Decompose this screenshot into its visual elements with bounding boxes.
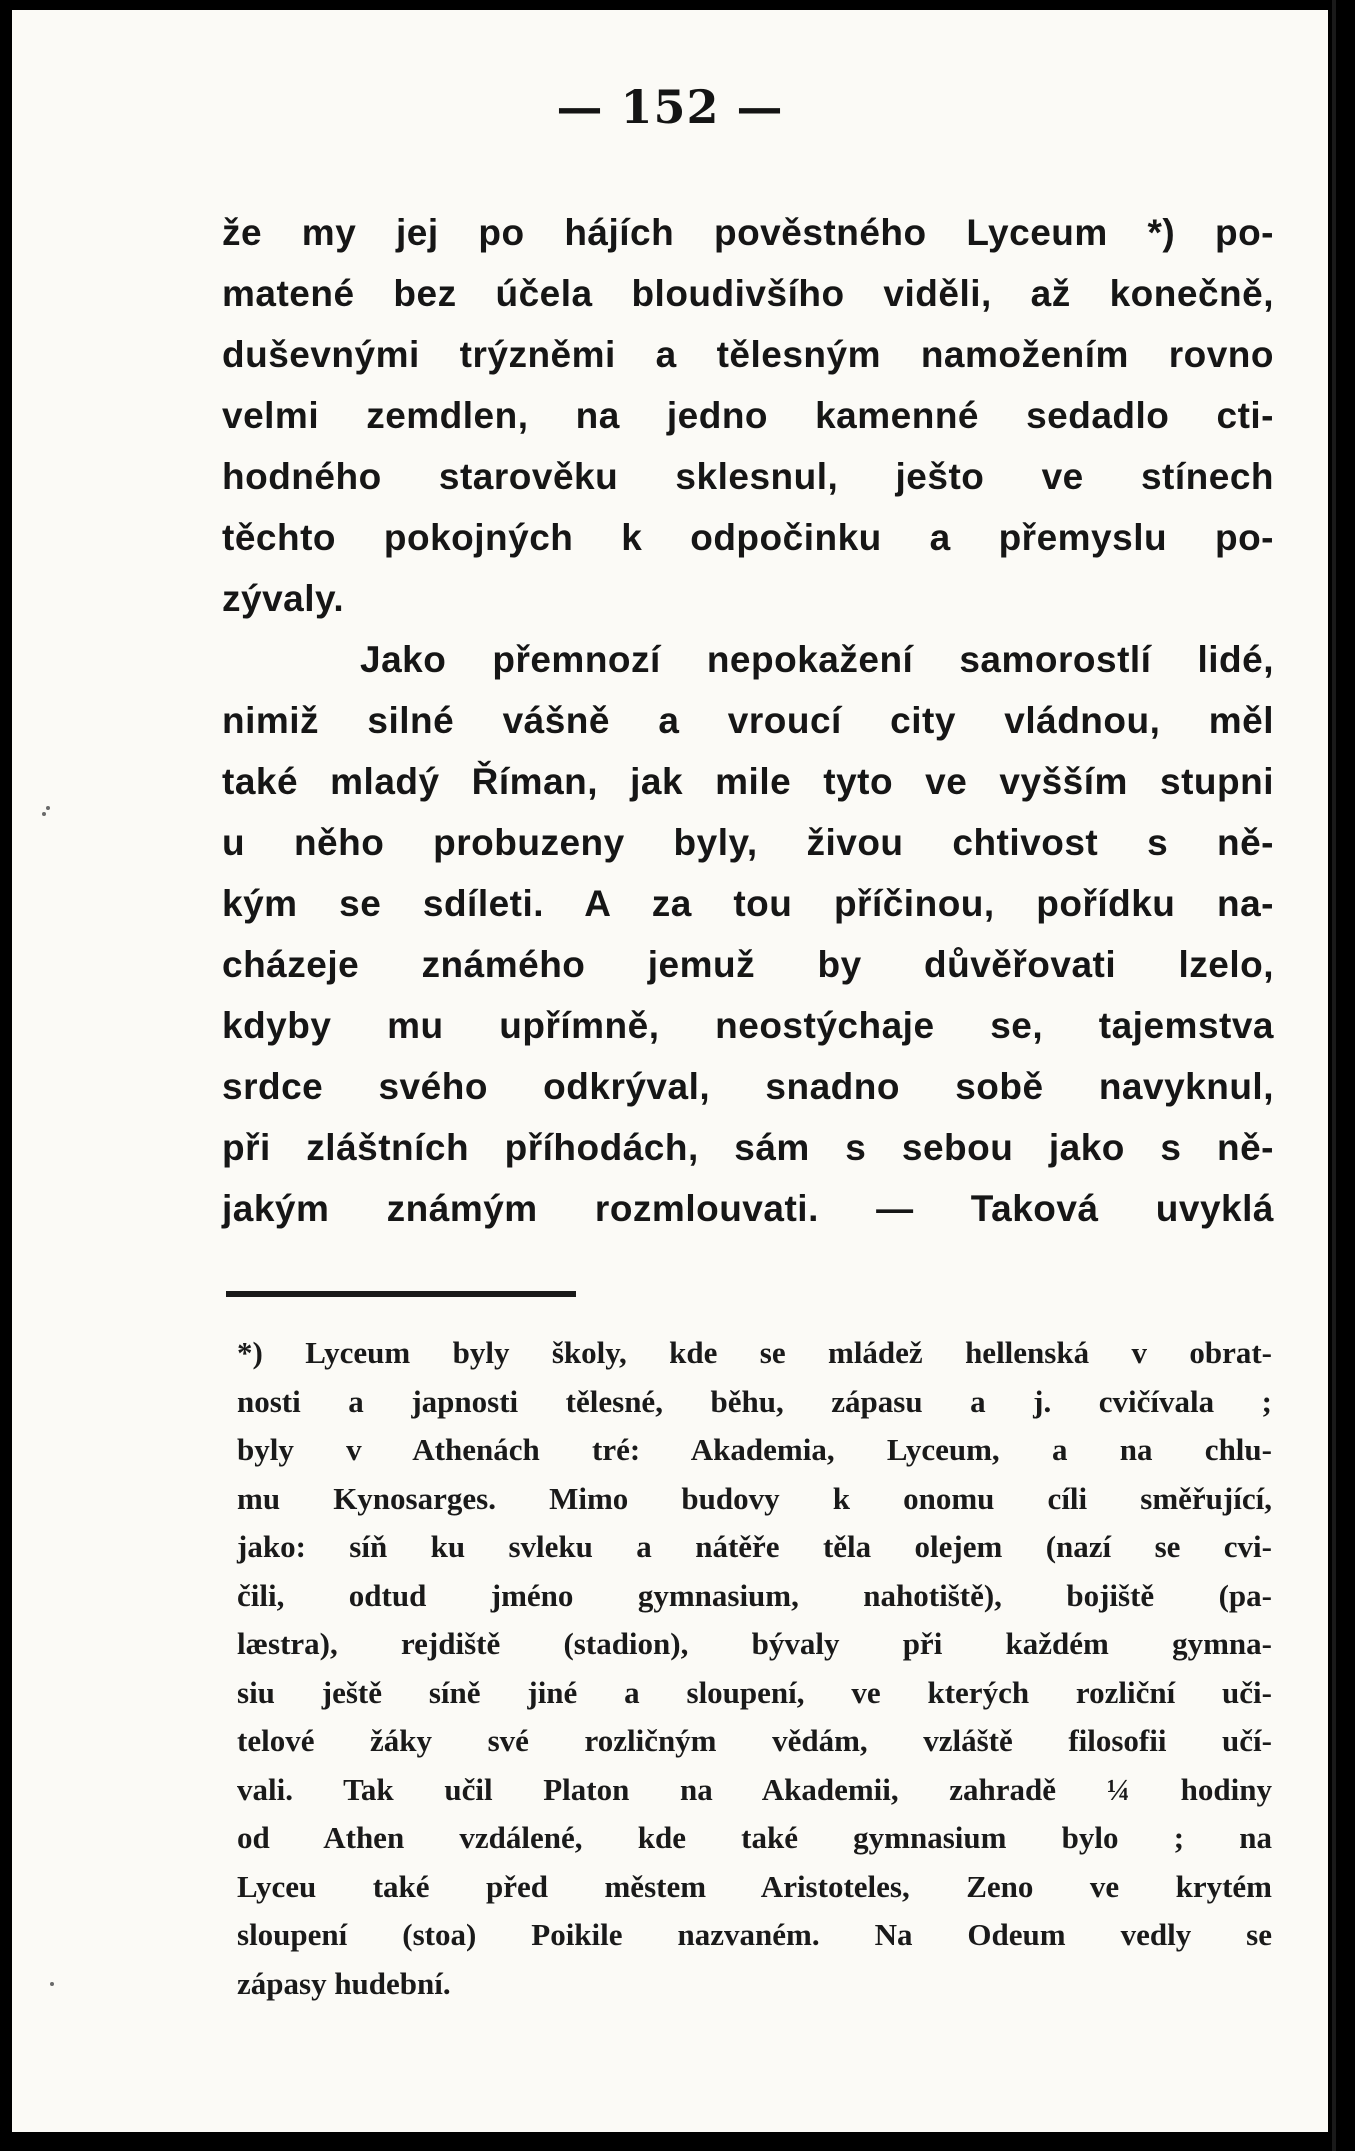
footnote-line: siu ještě síně jiné a sloupení, ve kterých rozliční uči- bbox=[237, 1674, 1272, 1710]
text-line: kým se sdíleti. A za tou příčinou, pořídku na- bbox=[222, 883, 1274, 924]
text-line: duševnými trýzněmi a tělesným namožením rovno bbox=[222, 334, 1274, 375]
text-line: cházeje známého jemuž by důvěřovati lzelo, bbox=[222, 944, 1274, 985]
footnote-line: jako: síň ku svleku a nátěře těla olejem (nazí se cvi- bbox=[237, 1529, 1272, 1564]
footnote-line: telové žáky své rozličným vědám, vzláště filosofii učí- bbox=[237, 1723, 1272, 1758]
paragraph-first-line: Jako přemnozí nepokažení samorostlí lidé, bbox=[360, 639, 1274, 680]
footnote-line: byly v Athenách tré: Akademia, Lyceum, a na chlu- bbox=[237, 1432, 1272, 1467]
text-line: nimiž silné vášně a vroucí city vládnou, měl bbox=[222, 700, 1274, 741]
page-edge-rule bbox=[1332, 0, 1336, 2151]
main-text-block bbox=[222, 202, 1274, 1239]
text-line: při zláštních příhodách, sám s sebou jako s ně- bbox=[222, 1127, 1274, 1168]
footnote-line: od Athen vzdálené, kde také gymnasium bylo ; na bbox=[237, 1820, 1272, 1855]
text-line: že my jej po hájích pověstného Lyceum *) po- bbox=[222, 212, 1274, 253]
footnote-line: Lyceu také před městem Aristoteles, Zeno ve krytém bbox=[237, 1868, 1272, 1904]
text-line: matené bez účela bloudivšího viděli, až konečně, bbox=[222, 273, 1274, 314]
footnote-block bbox=[237, 1329, 1272, 2008]
text-line: těchto pokojných k odpočinku a přemyslu po- bbox=[222, 517, 1274, 558]
footnote-line: nosti a japnosti tělesné, běhu, zápasu a j. cvičívala ; bbox=[237, 1383, 1272, 1419]
footnote-line: vali. Tak učil Platon na Akademii, zahradě ¼ hodiny bbox=[237, 1771, 1272, 1807]
footnote-line: *) Lyceum byly školy, kde se mládež hellenská v obrat- bbox=[237, 1335, 1272, 1370]
text-line: kdyby mu upřímně, neostýchaje se, tajemstva bbox=[222, 1005, 1274, 1046]
paragraph-end-line: zývaly. bbox=[222, 578, 345, 619]
footnote-line: mu Kynosarges. Mimo budovy k onomu cíli směřující, bbox=[237, 1480, 1272, 1516]
text-line: u něho probuzeny byly, živou chtivost s ně- bbox=[222, 822, 1274, 863]
footnote-end-line: zápasy hudební. bbox=[237, 1965, 451, 2001]
paper-speck bbox=[50, 1982, 54, 1986]
page-number: — 152 — bbox=[556, 80, 784, 134]
book-page bbox=[12, 10, 1328, 2132]
paper-speck bbox=[42, 812, 46, 816]
text-line: jakým známým rozmlouvati. — Taková uvyklá bbox=[222, 1188, 1274, 1229]
text-line: velmi zemdlen, na jedno kamenné sedadlo cti- bbox=[222, 395, 1274, 436]
text-line: také mladý Říman, jak mile tyto ve vyšším stupni bbox=[222, 761, 1274, 802]
text-line: srdce svého odkrýval, snadno sobě navyknul, bbox=[222, 1066, 1274, 1107]
footnote-line: čili, odtud jméno gymnasium, nahotiště), bojiště (pa- bbox=[237, 1577, 1272, 1613]
footnote-line: sloupení (stoa) Poikile nazvaném. Na Odeum vedly se bbox=[237, 1917, 1272, 1952]
footnote-separator-rule bbox=[226, 1291, 576, 1297]
paper-speck bbox=[46, 806, 50, 810]
footnote-line: læstra), rejdiště (stadion), bývaly při každém gymna- bbox=[237, 1626, 1272, 1661]
text-line: hodného starověku sklesnul, ješto ve stínech bbox=[222, 456, 1274, 497]
